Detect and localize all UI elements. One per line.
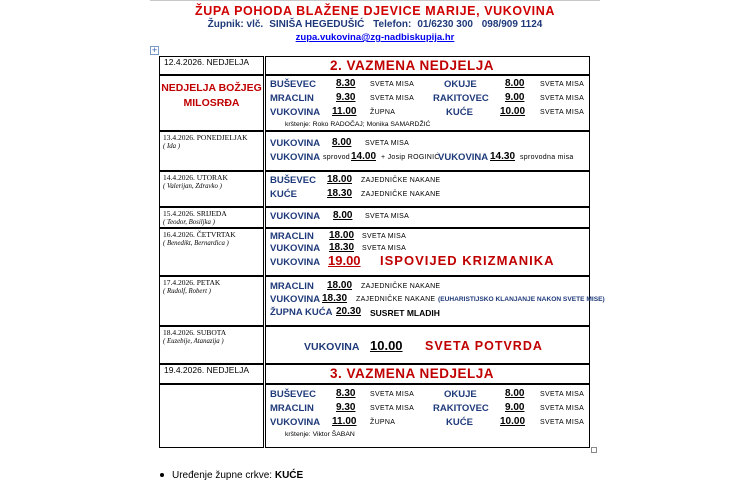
place: VUKOVINA — [270, 294, 321, 305]
contact-line — [0, 19, 750, 30]
place: RAKITOVEC — [433, 93, 489, 104]
desc: ISPOVIJED KRIZMANIKA — [380, 253, 555, 268]
bullet-icon — [160, 473, 164, 477]
time: 8.30 — [336, 78, 356, 89]
desc: ZAJEDNIČKE NAKANE — [361, 283, 441, 290]
time: 10.00 — [370, 338, 403, 353]
saint-names: ( Ida ) — [163, 143, 180, 150]
desc: ZAJEDNIČKE NAKANE — [356, 296, 436, 303]
date-cell — [159, 171, 264, 207]
place: VUKOVINA — [270, 417, 321, 428]
date-label: 12.4.2026. NEDJELJA — [164, 57, 250, 67]
schedule-cell — [265, 131, 590, 171]
table-move-handle-icon[interactable]: + — [151, 46, 158, 54]
phone-label: Telefon: — [373, 19, 412, 30]
place: BUŠEVEC — [270, 389, 316, 400]
date-cell — [159, 228, 264, 276]
pastor-name: SINIŠA HEGEDUŠIĆ — [269, 19, 365, 30]
time: 11.00 — [332, 416, 357, 427]
time: 10.00 — [500, 416, 526, 427]
desc: SVETA MISA — [362, 233, 407, 240]
desc: SVETA POTVRDA — [425, 339, 543, 353]
parish-title: ŽUPA POHODA BLAŽENE DJEVICE MARIJE, VUKOVINA — [195, 4, 555, 18]
desc: ŽUPNA — [370, 419, 396, 426]
deceased: + Josip ROGINIĆ — [381, 154, 440, 161]
date-cell — [159, 131, 264, 171]
time: 9.00 — [505, 92, 525, 103]
time: 10.00 — [500, 106, 526, 117]
date-cell — [159, 207, 264, 228]
time: 8.00 — [505, 78, 525, 89]
email-link[interactable]: zupa.vukovina@zg-nadbiskupija.hr — [295, 32, 455, 43]
time: 18.00 — [327, 174, 353, 185]
saint-names: ( Rudolf, Robert ) — [163, 288, 211, 295]
desc: SVETA MISA — [540, 405, 585, 412]
place: VUKOVINA — [438, 152, 489, 163]
day-title: 3. VAZMENA NEDJELJA — [330, 366, 495, 381]
date-label: 17.4.2026. PETAK — [163, 278, 221, 287]
day-title: 2. VAZMENA NEDJELJA — [330, 58, 495, 73]
desc: SVETA MISA — [365, 140, 410, 147]
desc: SVETA MISA — [540, 95, 585, 102]
date-cell — [159, 326, 264, 364]
desc: SVETA MISA — [540, 391, 585, 398]
saint-names: ( Euzebije, Atanazija ) — [163, 338, 224, 345]
place: KUĆE — [446, 107, 473, 118]
place: ŽUPNA KUĆA — [270, 307, 333, 318]
desc: SVETA MISA — [370, 391, 415, 398]
place: OKUJE — [444, 79, 477, 90]
place: BUŠEVEC — [270, 175, 316, 186]
time: 18.00 — [329, 230, 355, 241]
desc: SVETA MISA — [540, 81, 585, 88]
bullet-label: Uređenje župne crkve: — [172, 470, 273, 481]
baptism-note: krštenje: Roko RADOČAJ; Monika SAMARDŽIĆ — [285, 121, 431, 128]
time: 9.00 — [505, 402, 525, 413]
time: 20.30 — [336, 306, 362, 317]
time: 8.30 — [336, 388, 356, 399]
date-label: 16.4.2026. ČETVRTAK — [163, 230, 236, 239]
bullet-item — [160, 470, 303, 481]
place: VUKOVINA — [270, 107, 321, 118]
place: KUĆE — [446, 417, 473, 428]
saint-names: ( Valerijan, Zdravko ) — [163, 183, 222, 190]
desc: ŽUPNA — [370, 109, 396, 116]
desc: sprovod — [323, 154, 351, 161]
place: VUKOVINA — [270, 257, 321, 268]
saint-names: ( Teodor, Bosiljka ) — [163, 219, 215, 226]
time: 9.30 — [336, 92, 356, 103]
special-cell — [159, 75, 264, 131]
date-label: 19.4.2026. NEDJELJA — [164, 365, 250, 375]
time: 11.00 — [332, 106, 357, 117]
date-label: 18.4.2026. SUBOTA — [163, 328, 227, 337]
date-label: 14.4.2026. UTORAK — [163, 173, 228, 182]
empty-cell — [159, 384, 264, 448]
saint-names: ( Benedikt, Bernardica ) — [163, 240, 229, 247]
place: MRACLIN — [270, 93, 314, 104]
time: 8.00 — [332, 137, 352, 148]
mobile: 098/909 1124 — [481, 19, 543, 30]
place: MRACLIN — [270, 281, 314, 292]
time: 19.00 — [328, 253, 361, 268]
time: 14.00 — [351, 151, 377, 162]
baptism-note: krštenje: Viktor ŠABAN — [285, 431, 355, 438]
desc: SVETA MISA — [540, 109, 585, 116]
place: KUĆE — [270, 189, 297, 200]
desc: SVETA MISA — [362, 245, 407, 252]
place: VUKOVINA — [270, 211, 321, 222]
time: 18.30 — [329, 242, 355, 253]
bullet-value: KUĆE — [274, 470, 304, 481]
time: 9.30 — [336, 402, 356, 413]
desc: ZAJEDNIČKE NAKANE — [361, 177, 441, 184]
date-label: 15.4.2026. SRIJEDA — [163, 209, 227, 218]
date-label: 13.4.2026. PONEDJELJAK — [163, 133, 248, 142]
special-line: MILOSRĐA — [183, 97, 240, 109]
adoration-note: (EUHARISTIJSKO KLANJANJE NAKON SVETE MISE) — [438, 296, 605, 303]
date-cell — [159, 364, 264, 384]
time: 14.30 — [490, 151, 516, 162]
time: 8.00 — [505, 388, 525, 399]
desc: SUSRET MLADIH — [370, 308, 440, 318]
top-border — [150, 0, 600, 1]
time: 18.00 — [327, 280, 353, 291]
phone: 01/6230 300 — [417, 19, 473, 30]
place: RAKITOVEC — [433, 403, 489, 414]
desc: SVETA MISA — [370, 405, 415, 412]
time: 18.30 — [327, 188, 353, 199]
desc: ZAJEDNIČKE NAKANE — [361, 191, 441, 198]
place: VUKOVINA — [270, 243, 321, 254]
desc: SVETA MISA — [370, 95, 415, 102]
table-resize-handle[interactable] — [591, 447, 597, 453]
place: MRACLIN — [270, 403, 314, 414]
pastor-label: Župnik: vlč. — [207, 19, 264, 30]
desc: SVETA MISA — [540, 419, 585, 426]
desc: SVETA MISA — [365, 213, 410, 220]
desc: sprovodna misa — [520, 154, 574, 161]
place: VUKOVINA — [304, 341, 360, 353]
special-line: NEDJELJA BOŽJEG — [161, 82, 262, 94]
place: VUKOVINA — [270, 138, 321, 149]
place: VUKOVINA — [270, 152, 321, 163]
place: MRACLIN — [270, 231, 314, 242]
time: 18.30 — [322, 293, 348, 304]
desc: SVETA MISA — [370, 81, 415, 88]
place: BUŠEVEC — [270, 79, 316, 90]
time: 8.00 — [333, 210, 353, 221]
date-cell — [159, 56, 264, 75]
place: OKUJE — [444, 389, 477, 400]
date-cell — [159, 276, 264, 326]
